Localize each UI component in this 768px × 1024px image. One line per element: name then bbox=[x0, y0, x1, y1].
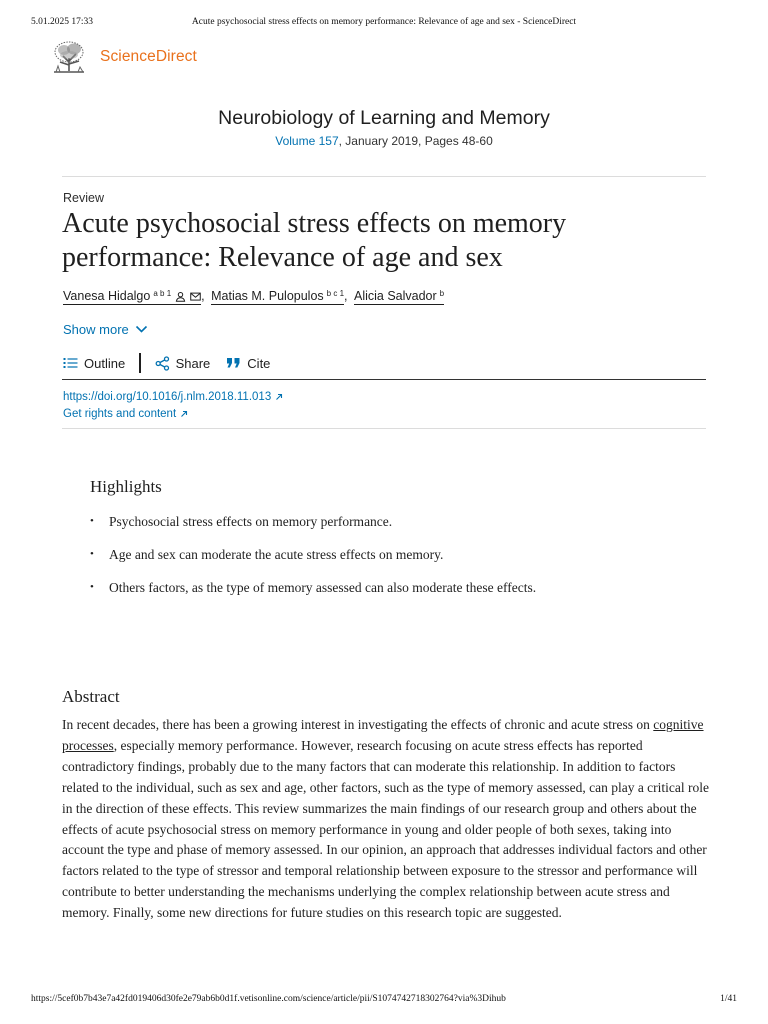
cite-button[interactable] bbox=[226, 356, 270, 371]
author-link[interactable] bbox=[354, 289, 444, 305]
toolbar-separator bbox=[139, 353, 140, 373]
share-icon bbox=[155, 356, 170, 371]
share-label: Share bbox=[175, 355, 211, 371]
brand-name: ScienceDirect bbox=[100, 48, 197, 65]
elsevier-tree-icon bbox=[50, 40, 88, 74]
print-url: https://5cef0b7b43e7a42fd019406d30fe2e79ab6b0d1f.vetisonline.com/science/article/pii/S1074742718302764?via%3Dihub bbox=[31, 994, 506, 1004]
cite-label: Cite bbox=[247, 355, 271, 371]
show-more-button[interactable] bbox=[63, 322, 148, 337]
envelope-icon bbox=[190, 291, 201, 302]
author-separator: , bbox=[344, 289, 348, 303]
author-link[interactable] bbox=[211, 289, 344, 305]
person-icon bbox=[175, 291, 186, 302]
abstract-text-rest: , especially memory performance. However, research focusing on acute stress effects has reported contradictory findings, probably due to the many factors that can moderate this relationship. In addition to factors related to the individual, such as sex and age, other factors, such as the type of memory assessed, can play a critical role in the direction of these effects. This review summarizes the main findings of our research group and others about the effects of acute psychosocial stress on memory performance in young and older people of both sexes, taking into account the type and phase of memory assessed. In our opinion, an approach that addresses individual factors and other factors related to the type of stressor and temporal relationship between exposure to the stressor and performance will contribute to better understanding the mechanisms underlying the complex relationship between acute stress and memory. Finally, some new directions for future studies on this research topic are suggested. bbox=[62, 737, 710, 921]
abstract-section bbox=[62, 687, 712, 924]
abstract-heading: Abstract bbox=[62, 687, 120, 706]
rights-link[interactable] bbox=[63, 405, 283, 422]
outline-label: Outline bbox=[84, 355, 126, 371]
external-link-icon bbox=[180, 410, 188, 418]
journal-title[interactable]: Neurobiology of Learning and Memory bbox=[218, 107, 550, 129]
volume-date-pages: , January 2019, Pages 48-60 bbox=[338, 134, 493, 148]
print-header bbox=[0, 17, 768, 31]
author-affiliation: b bbox=[439, 288, 445, 298]
toolbar-divider bbox=[62, 379, 706, 380]
cognitive-processes-link[interactable]: cognitive processes bbox=[62, 717, 704, 753]
article-toolbar bbox=[63, 352, 270, 374]
author-separator: , bbox=[201, 289, 205, 303]
chevron-down-icon bbox=[135, 325, 148, 334]
print-footer bbox=[0, 994, 768, 1008]
volume-info bbox=[0, 134, 768, 148]
rights-text: Get rights and content bbox=[63, 407, 177, 420]
highlight-item: • Others factors, as the type of memory assessed can also moderate these effects. bbox=[90, 577, 560, 598]
doi-text: https://doi.org/10.1016/j.nlm.2018.11.013 bbox=[63, 390, 272, 403]
print-datetime: 5.01.2025 17:33 bbox=[31, 17, 94, 27]
article-links bbox=[63, 388, 283, 422]
volume-link[interactable]: Volume 157 bbox=[275, 134, 339, 148]
divider bbox=[62, 428, 706, 429]
highlights-heading: Highlights bbox=[90, 477, 162, 496]
divider bbox=[62, 176, 706, 177]
author-list bbox=[63, 289, 444, 305]
external-link-icon bbox=[275, 393, 283, 401]
share-button[interactable] bbox=[155, 356, 211, 371]
print-page-title: Acute psychosocial stress effects on memory performance: Relevance of age and sex - ScienceDirect bbox=[191, 17, 577, 27]
outline-button[interactable] bbox=[63, 356, 125, 371]
show-more-label: Show more bbox=[63, 322, 129, 337]
highlight-item: • Age and sex can moderate the acute stress effects on memory. bbox=[90, 544, 560, 565]
print-page-number: 1/41 bbox=[720, 994, 737, 1004]
highlights-list bbox=[90, 511, 560, 598]
abstract-text bbox=[62, 715, 712, 924]
author-name: Vanesa Hidalgo bbox=[63, 289, 151, 303]
sciencedirect-logo[interactable] bbox=[50, 40, 197, 74]
highlight-item: • Psychosocial stress effects on memory performance. bbox=[90, 511, 560, 532]
article-title: Acute psychosocial stress effects on memory performance: Relevance of age and sex bbox=[62, 208, 567, 273]
author-name: Alicia Salvador bbox=[353, 289, 437, 303]
quote-icon bbox=[226, 357, 241, 369]
list-icon bbox=[63, 357, 78, 369]
author-link[interactable] bbox=[63, 289, 201, 305]
doi-link[interactable] bbox=[63, 388, 283, 405]
author-name: Matias M. Pulopulos bbox=[211, 289, 324, 303]
abstract-text-start: In recent decades, there has been a growing interest in investigating the effects of chronic and acute stress on bbox=[62, 717, 654, 732]
highlights-section bbox=[90, 477, 560, 610]
author-affiliation: b c 1 bbox=[326, 288, 345, 298]
author-affiliation: a b 1 bbox=[153, 288, 172, 298]
article-type: Review bbox=[63, 191, 104, 205]
